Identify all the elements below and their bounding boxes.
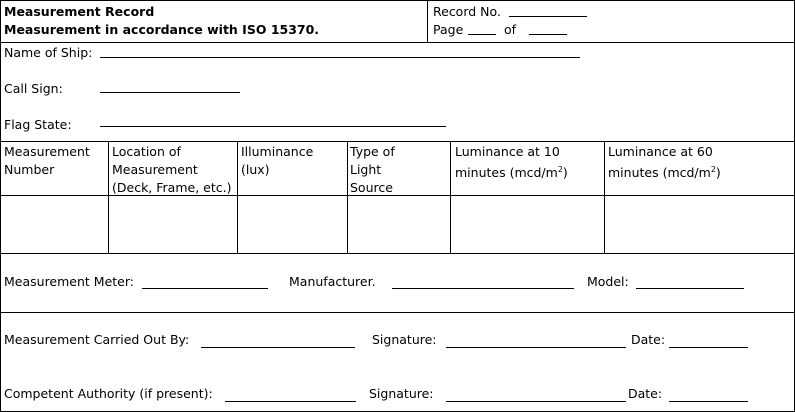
location-cell[interactable] [109,196,236,252]
manufacturer-label: Manufacturer. [289,274,376,289]
col-header-light-source: Type of Light Source [350,144,395,195]
col-header-luminance-10: Luminance at 10 minutes $(mcd/m^2)$ [455,144,568,180]
model-field[interactable] [636,288,744,289]
signature-field[interactable] [446,347,626,348]
form-subtitle: Measurement in accordance with ISO 15370. [4,22,320,37]
measurement-number-cell[interactable] [1,196,107,252]
authority-signature-label: Signature: [369,386,434,401]
luminance-60-cell[interactable] [605,196,793,252]
record-no-label: Record No. [433,4,501,19]
col-header-measurement-number: Measurement Number [4,144,90,177]
header-bottom-rule [0,42,795,43]
signature-label: Signature: [372,332,437,347]
call-sign-label: Call Sign: [4,81,63,96]
record-no-field[interactable] [509,16,587,17]
authority-date-label: Date: [628,386,663,401]
header-divider [427,0,428,42]
carried-out-by-label: Measurement Carried Out By: [4,332,190,347]
ship-name-label: Name of Ship: [4,45,93,60]
competent-authority-label: Competent Authority (if present): [4,386,213,401]
col-header-location: Location of Measurement (Deck, Frame, etc.) [112,144,232,195]
flag-state-field[interactable] [100,126,446,127]
date-label: Date: [631,332,666,347]
table-top-rule [0,141,795,142]
page-label: Page [433,22,464,37]
light-source-cell[interactable] [348,196,449,252]
manufacturer-field[interactable] [392,288,574,289]
form-title: Measurement Record [4,4,155,19]
meter-bottom-rule [0,312,795,313]
page-number-field[interactable] [468,34,496,35]
col-header-luminance-60: Luminance at 60 minutes $(mcd/m^2)$ [608,144,721,180]
page-of-label: of [504,22,517,37]
page-total-field[interactable] [529,34,567,35]
ship-name-field[interactable] [100,57,580,58]
carried-out-by-field[interactable] [201,347,355,348]
competent-authority-field[interactable] [225,401,356,402]
authority-date-field[interactable] [669,401,748,402]
luminance-10-cell[interactable] [451,196,603,252]
illuminance-cell[interactable] [238,196,346,252]
col-header-illuminance: Illuminance (lux) [241,144,314,177]
flag-state-label: Flag State: [4,117,72,132]
model-label: Model: [587,274,629,289]
call-sign-field[interactable] [100,92,240,93]
measurement-meter-field[interactable] [142,288,268,289]
authority-signature-field[interactable] [446,401,626,402]
measurement-meter-label: Measurement Meter: [4,274,134,289]
date-field[interactable] [669,347,748,348]
table-bottom-rule [0,253,795,254]
